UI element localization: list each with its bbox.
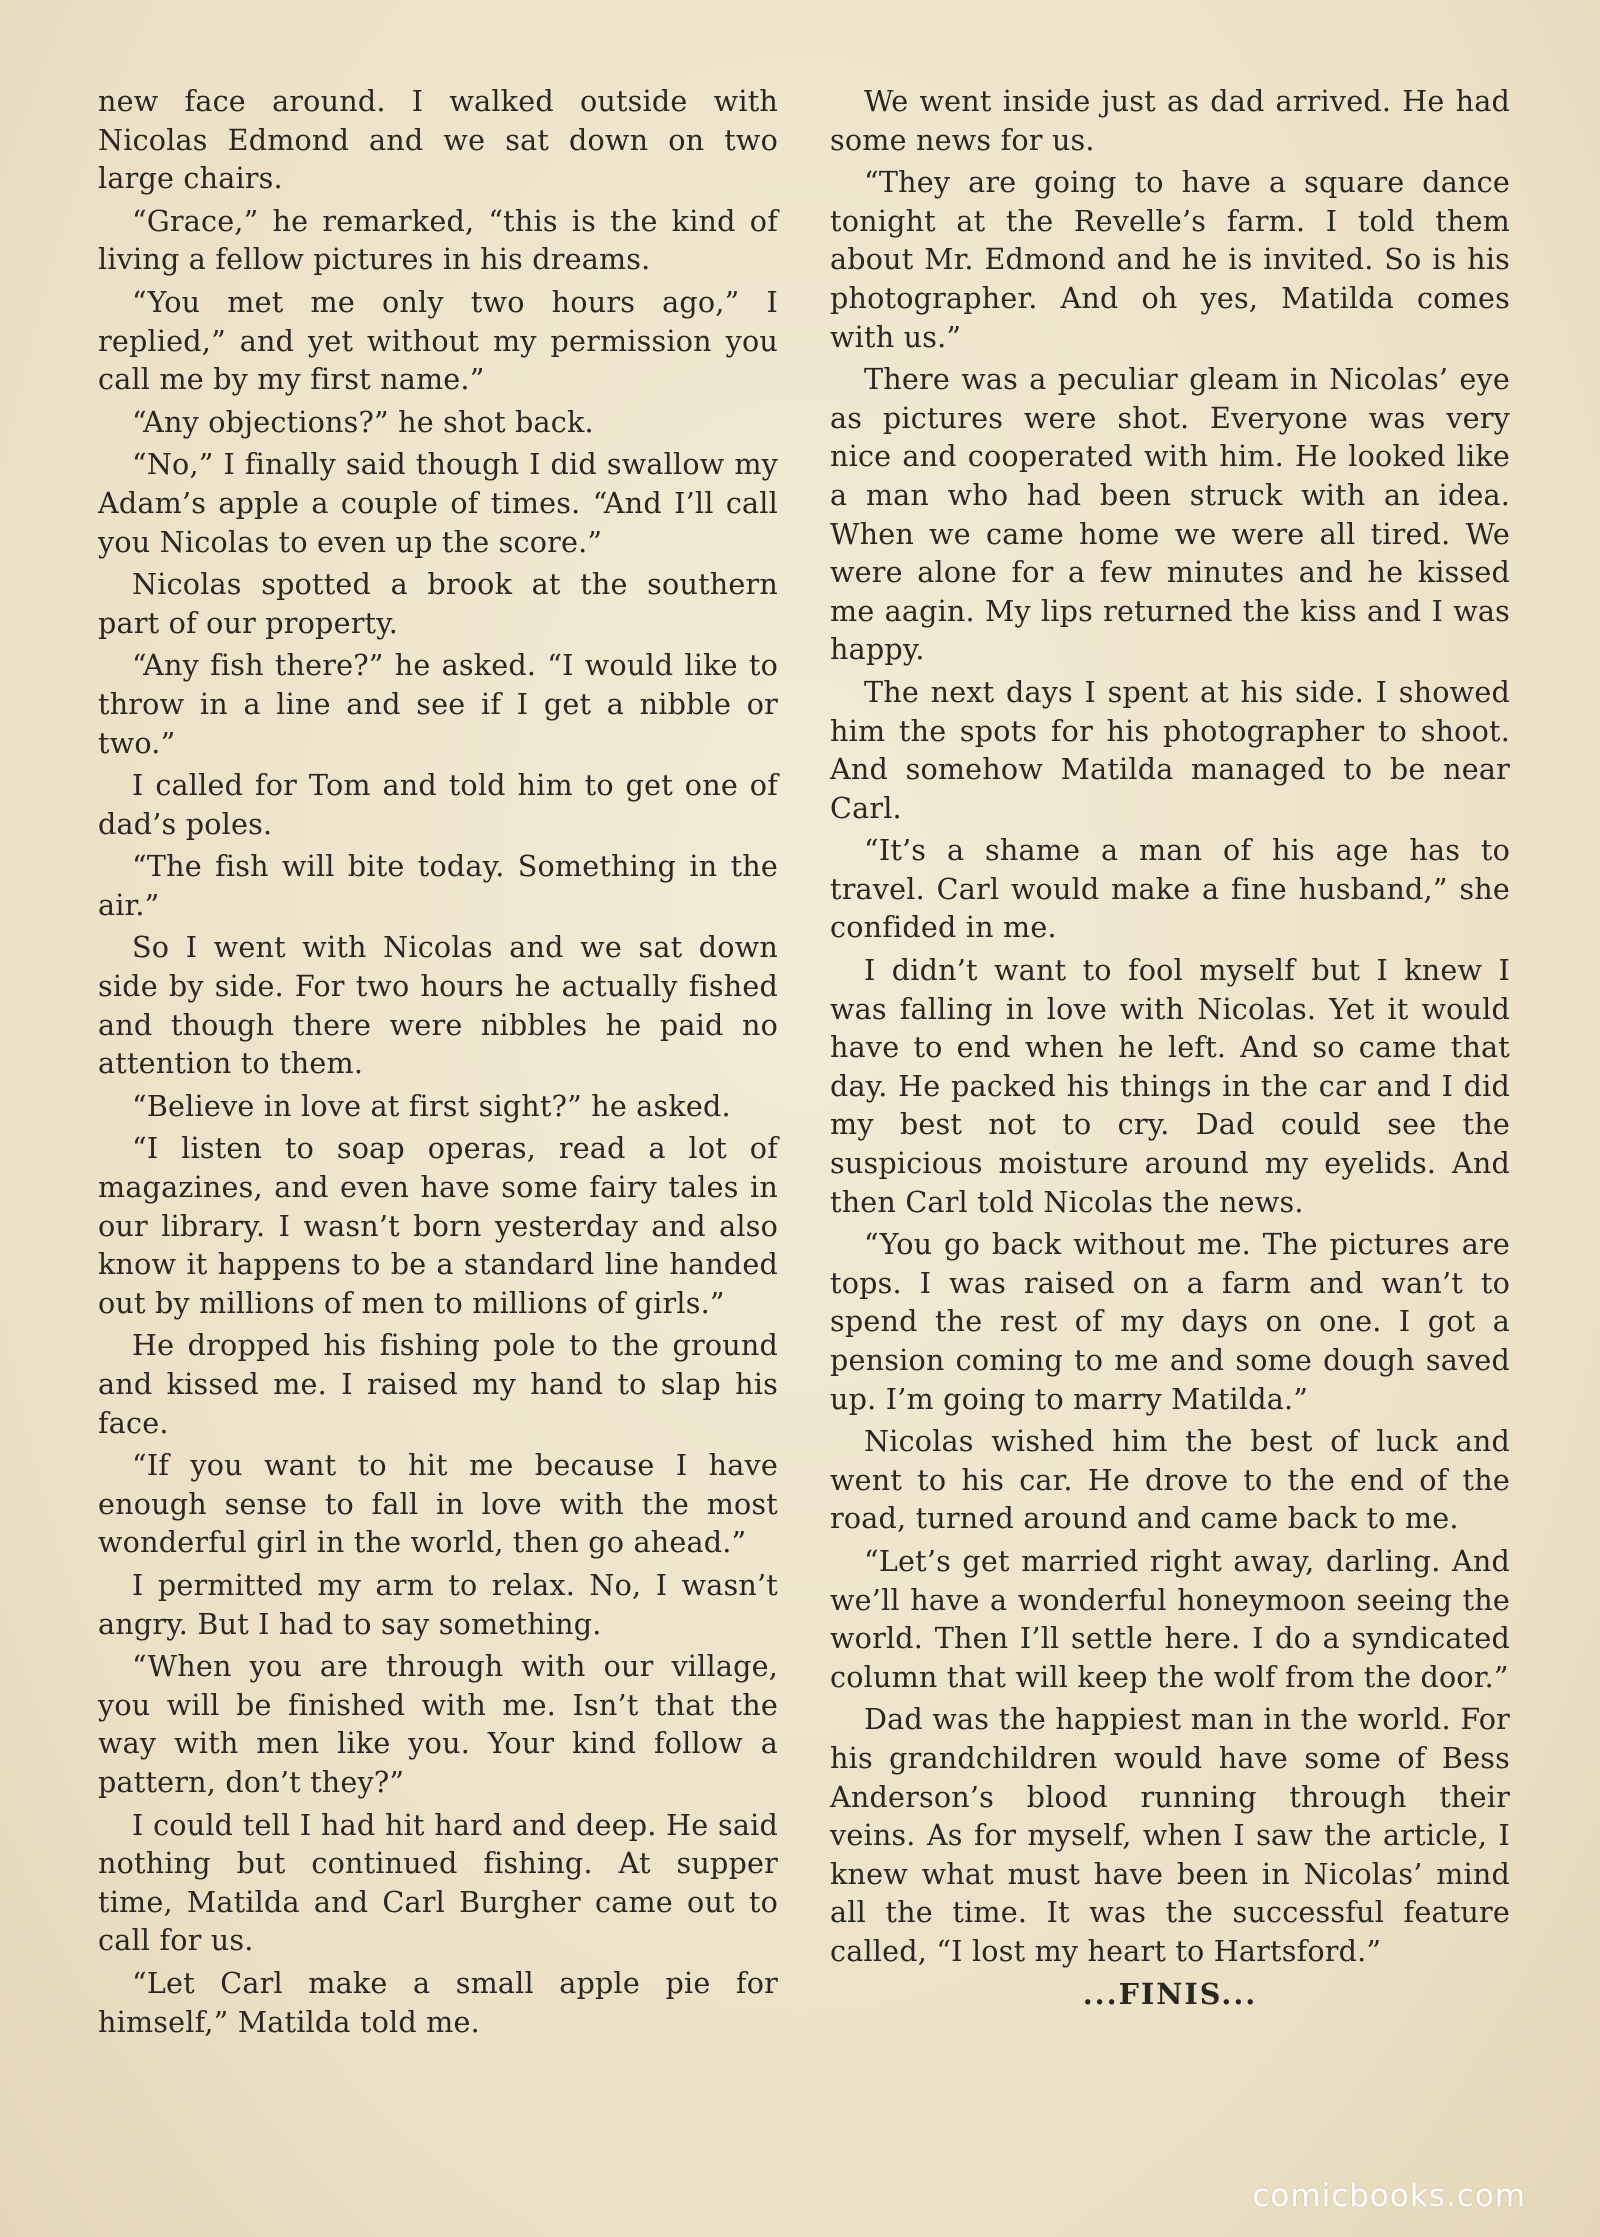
- paragraph: I didn’t want to fool myself but I knew I was falling in love with Nicolas. Yet it would have to end when he left. And so came that day. He packed his things in the car and I did my best not to cry. Dad could see the suspicious moisture around my eyelids. And then Carl told Nicolas the news.: [830, 953, 1510, 1219]
- paragraph: “Any fish there?” he asked. “I would like to throw in a line and see if I get a nibble or two.”: [98, 648, 778, 760]
- paragraph: “They are going to have a square dance tonight at the Revelle’s farm. I told them about Mr. Edmond and he is invited. So is his photographer. And oh yes, Matilda comes with us.”: [830, 165, 1510, 354]
- paragraph: new face around. I walked outside with Nicolas Edmond and we sat down on two large chairs.: [98, 84, 778, 196]
- paragraph: “Believe in love at first sight?” he asked.: [132, 1088, 731, 1123]
- paragraph: “Grace,” he remarked, “this is the kind of living a fellow pictures in his dreams.: [98, 203, 778, 277]
- finis-marker: ...FINIS...: [1082, 1976, 1258, 2011]
- paragraph: “The fish will bite today. Something in the air.”: [98, 849, 778, 922]
- paragraph: So I went with Nicolas and we sat down side by side. For two hours he actually fished and though there were nibbles he paid no attention to them.: [98, 930, 778, 1081]
- left-column: [98, 82, 778, 2045]
- paragraph: “It’s a shame a man of his age has to travel. Carl would make a fine husband,” she confided in me.: [830, 833, 1510, 945]
- paragraph: “Any objections?” he shot back.: [132, 404, 594, 439]
- paragraph: Nicolas wished him the best of luck and went to his car. He drove to the end of the road, turned around and came back to me.: [830, 1424, 1510, 1536]
- paragraph: “If you want to hit me because I have enough sense to fall in love with the most wonderful girl in the world, then go ahead.”: [98, 1448, 778, 1560]
- paragraph: I could tell I had hit hard and deep. He said nothing but continued fishing. At supper time, Matilda and Carl Burgher came out to call for us.: [98, 1807, 778, 1958]
- paragraph: “Let Carl make a small apple pie for himself,” Matilda told me.: [98, 1965, 778, 2039]
- right-column: [830, 82, 1510, 2017]
- watermark: comicbooks.com: [1252, 2178, 1526, 2214]
- paragraph: We went inside just as dad arrived. He had some news for us.: [830, 84, 1510, 157]
- paragraph: He dropped his fishing pole to the ground and kissed me. I raised my hand to slap his face.: [98, 1328, 778, 1440]
- paragraph: “I listen to soap operas, read a lot of magazines, and even have some fairy tales in our library. I wasn’t born yesterday and also know it happens to be a standard line handed out by millions of men to millions of girls.”: [98, 1131, 778, 1320]
- paragraph: I permitted my arm to relax. No, I wasn’t angry. But I had to say something.: [98, 1567, 778, 1641]
- paragraph: I called for Tom and told him to get one of dad’s poles.: [98, 768, 778, 841]
- paragraph: “When you are through with our village, you will be finished with me. Isn’t that the way with men like you. Your kind follow a pattern, don’t they?”: [98, 1649, 778, 1799]
- paragraph: “You met me only two hours ago,” I replied,” and yet without my permission you call me by my first name.”: [98, 284, 778, 397]
- paragraph: There was a peculiar gleam in Nicolas’ eye as pictures were shot. Everyone was very nice and cooperated with him. He looked like a man who had been struck with an idea. When we came home we were all tired. We were alone for a few minutes and he kissed me aagin. My lips returned the kiss and I was happy.: [830, 362, 1510, 667]
- paragraph: Dad was the happiest man in the world. For his grandchildren would have some of Bess Anderson’s blood running through their veins. As for myself, when I saw the article, I knew what must have been in Nicolas’ mind all the time. It was the successful feature called, “I lost my heart to Hartsford.”: [830, 1702, 1510, 1968]
- paragraph: “You go back without me. The pictures are tops. I was raised on a farm and wan’t to spend the rest of my days on one. I got a pension coming to me and some dough saved up. I’m going to marry Matilda.”: [830, 1227, 1510, 1416]
- paragraph: “Let’s get married right away, darling. And we’ll have a wonderful honeymoon seeing the world. Then I’ll settle here. I do a syndicated column that will keep the wolf from the door.”: [830, 1543, 1510, 1694]
- paragraph: Nicolas spotted a brook at the southern part of our property.: [98, 567, 778, 640]
- paragraph: “No,” I finally said though I did swallow my Adam’s apple a couple of times. “And I’ll call you Nicolas to even up the score.”: [98, 447, 778, 559]
- paragraph: The next days I spent at his side. I showed him the spots for his photographer to shoot. And somehow Matilda managed to be near Carl.: [830, 674, 1510, 825]
